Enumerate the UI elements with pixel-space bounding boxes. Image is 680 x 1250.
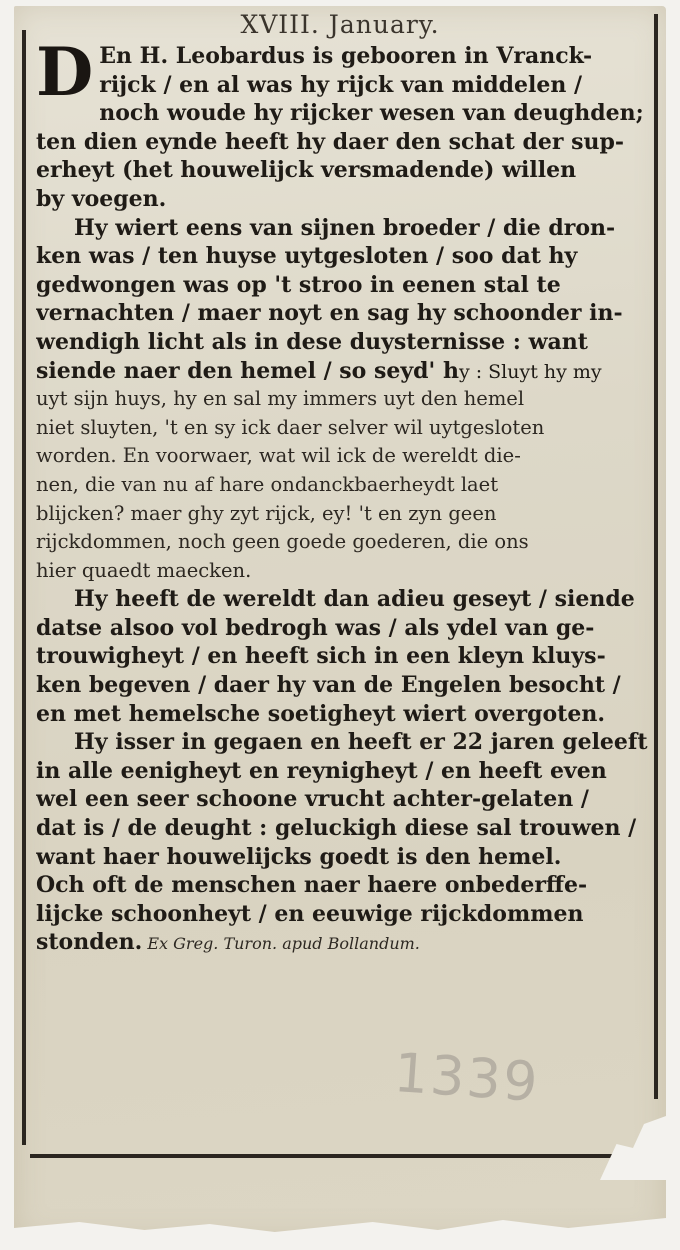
handwritten-pencil-number: 1339 — [391, 1041, 542, 1114]
text-line: uyt sijn huys, hy en sal my immers uyt den hemel — [36, 387, 525, 411]
text-line: ten dien eynde heeft hy daer den schat der sup- — [36, 128, 625, 155]
text-line: siende naer den hemel / so seyd' hy : Sluyt hy my — [36, 357, 602, 384]
torn-corner — [556, 1100, 666, 1180]
text-line: wendigh licht als in dese duysternisse : want — [36, 328, 588, 355]
text-line: wel een seer schoone vrucht achter-gelaten / — [36, 786, 589, 813]
paragraph-2 — [36, 214, 648, 586]
source-citation: Ex Greg. Turon. apud Bollandum. — [142, 934, 420, 954]
text-line: Hy wiert eens van sijnen broeder / die dron- — [74, 214, 616, 241]
paragraph-3 — [36, 585, 648, 728]
text-line: blijcken? maer ghy zyt rijck, ey! 't en zyn geen — [36, 501, 497, 525]
text-line: Hy heeft de wereldt dan adieu geseyt / siende — [74, 586, 635, 613]
text-line: worden. En voorwaer, wat wil ick de wereldt die- — [36, 444, 521, 468]
drop-cap: D — [36, 33, 94, 111]
text-line: nen, die van nu af hare ondanckbaerheydt laet — [36, 472, 499, 496]
text-line: en met hemelsche soetigheyt wiert overgoten. — [36, 700, 605, 727]
paragraph-1 — [36, 33, 648, 214]
bottom-border-rule — [30, 1154, 626, 1158]
text-line: ken begeven / daer hy van de Engelen besocht / — [36, 672, 621, 699]
text-line: hier quaedt maecken. — [36, 558, 252, 582]
date-heading: XVIII. January. — [240, 10, 440, 39]
text-line: by voegen. — [36, 185, 167, 212]
text-line: rijck / en al was hy rijck van middelen / — [99, 71, 583, 98]
text-line: trouwigheyt / en heeft sich in een kleyn kluys- — [36, 643, 606, 670]
text-line: Hy isser in gegaen en heeft er 22 jaren geleeft — [74, 729, 648, 756]
left-border-rule — [22, 30, 26, 1145]
text-line: noch woude hy rijcker wesen van deughden; — [99, 100, 644, 127]
text-line: gedwongen was op 't stroo in eenen stal te — [36, 271, 561, 298]
text-line: lijcke schoonheyt / en eeuwige rijckdommen — [36, 900, 584, 927]
torn-bottom-edge — [14, 1200, 666, 1240]
text-line: in alle eenigheyt en reynigheyt / en heeft even — [36, 757, 607, 784]
text-line: want haer houwelijcks goedt is den hemel. — [36, 843, 562, 870]
text-line: stonden. Ex Greg. Turon. apud Bollandum. — [36, 929, 420, 956]
text-line: niet sluyten, 't en sy ick daer selver wil uytgesloten — [36, 415, 545, 439]
article-body — [36, 33, 648, 957]
paragraph-4 — [36, 728, 648, 957]
text-line: rijckdommen, noch geen goede goederen, die ons — [36, 530, 529, 554]
text-line: vernachten / maer noyt en sag hy schoonder in- — [36, 300, 623, 327]
text-line: dat is / de deught : geluckigh diese sal trouwen / — [36, 815, 637, 842]
text-line: Och oft de menschen naer haere onbederffe- — [36, 872, 588, 899]
text-line: En H. Leobardus is gebooren in Vranck- — [99, 43, 593, 69]
newspaper-clipping — [14, 6, 666, 1240]
text-line: ken was / ten huyse uytgesloten / soo dat hy — [36, 243, 578, 270]
right-border-rule — [654, 14, 658, 1099]
text-line: erheyt (het houwelijck versmadende) willen — [36, 157, 577, 184]
text-line: datse alsoo vol bedrogh was / als ydel van ge- — [36, 614, 595, 641]
